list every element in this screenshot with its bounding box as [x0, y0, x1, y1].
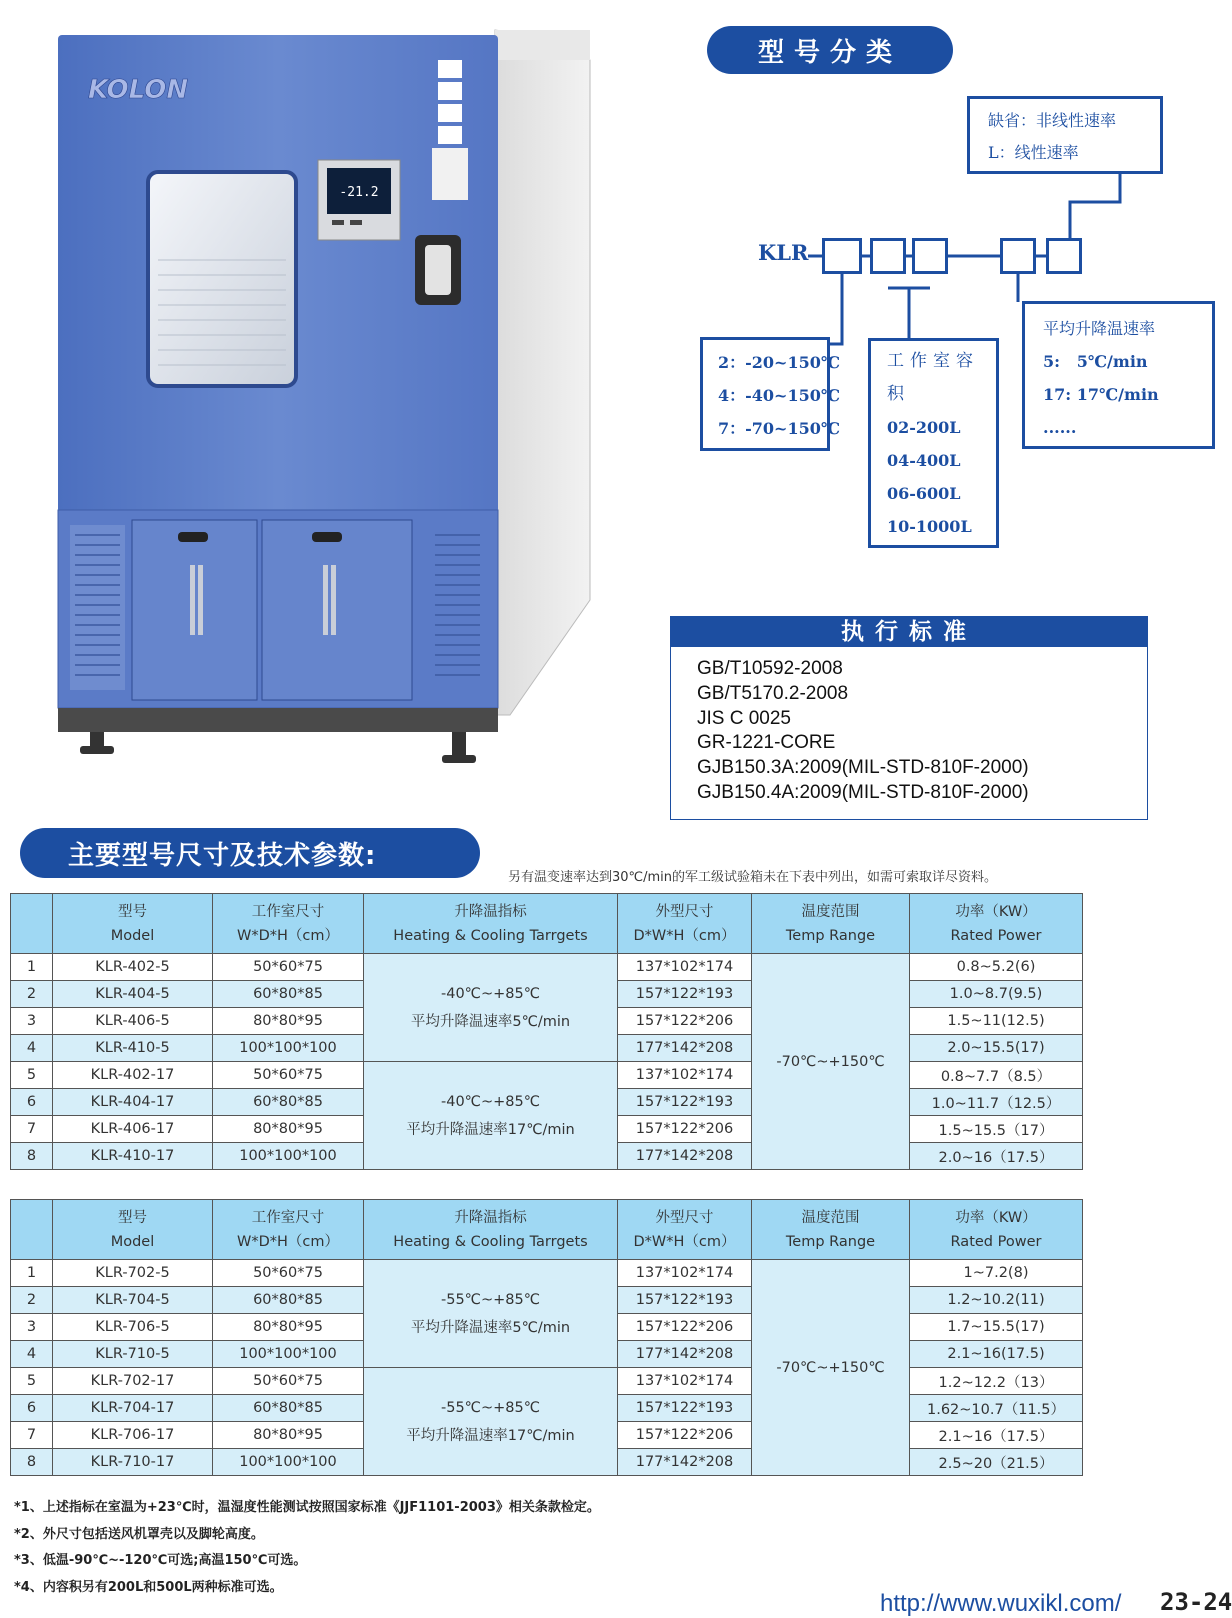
volume-option: 02-200L — [887, 418, 961, 437]
controller-display: -21.2 — [339, 185, 379, 200]
heating-cooling-group — [364, 954, 618, 1062]
spec-table-1 — [10, 893, 1083, 1170]
test-chamber-image — [40, 20, 625, 780]
header-label: Temp Range — [785, 927, 876, 944]
table-cell: 7 — [11, 1422, 53, 1449]
text-label: -55℃~+85℃ — [440, 1291, 540, 1308]
table-cell: 2.1~16（17.5） — [910, 1422, 1083, 1449]
table-cell: 100*100*100 — [213, 1449, 364, 1476]
table-cell: 137*102*174 — [618, 1368, 752, 1395]
header-label: 功率（KW） — [955, 1209, 1037, 1226]
table-cell: 157*122*193 — [618, 1089, 752, 1116]
table-cell: 6 — [11, 1395, 53, 1422]
table-cell: 60*80*85 — [213, 981, 364, 1008]
table-cell: KLR-410-5 — [53, 1035, 213, 1062]
table-cell: 80*80*95 — [213, 1314, 364, 1341]
standard-item: GB/T5170.2-2008 — [697, 682, 849, 704]
table-header-row — [11, 894, 1083, 954]
code-slot-5 — [1046, 238, 1082, 274]
header-label: 工作室尺寸 — [251, 903, 325, 920]
header-label: 温度范围 — [801, 903, 860, 920]
table-cell: 1.5~11(12.5) — [910, 1008, 1083, 1035]
table-cell: 1.7~15.5(17) — [910, 1314, 1083, 1341]
table-cell: 1.2~10.2(11) — [910, 1287, 1083, 1314]
table-cell: 50*60*75 — [213, 954, 364, 981]
header-no — [11, 894, 53, 954]
header-label: W*D*H（cm） — [236, 1233, 339, 1250]
table-cell: KLR-406-17 — [53, 1116, 213, 1143]
table-cell: 137*102*174 — [618, 1260, 752, 1287]
header-temp-range — [752, 1200, 910, 1260]
header-label: Rated Power — [950, 1233, 1042, 1250]
table-cell: 1 — [11, 954, 53, 981]
table-cell: 50*60*75 — [213, 1368, 364, 1395]
rate-title: 平均升降温速率 — [1043, 319, 1156, 338]
table-cell: 157*122*206 — [618, 1314, 752, 1341]
table-cell: 1.0~8.7(9.5) — [910, 981, 1083, 1008]
table-cell: KLR-406-5 — [53, 1008, 213, 1035]
rate-option-box — [967, 96, 1163, 174]
rate-option: 5: 5℃/min — [1043, 352, 1148, 371]
header-label: 功率（KW） — [955, 903, 1037, 920]
code-slot-2 — [870, 238, 906, 274]
rate-option: ...... — [1043, 418, 1077, 437]
table-cell: 1.62~10.7（11.5） — [910, 1395, 1083, 1422]
code-slot-1 — [822, 238, 862, 274]
temp-range-option: 7：-70~150℃ — [718, 419, 841, 438]
header-outer-size — [618, 894, 752, 954]
table-cell: 2.0~16（17.5） — [910, 1143, 1083, 1170]
header-power — [910, 894, 1083, 954]
volume-box — [868, 338, 999, 548]
table-cell: 4 — [11, 1341, 53, 1368]
table-cell: 137*102*174 — [618, 1062, 752, 1089]
volume-title: 工作室容积 — [887, 351, 979, 404]
table-cell: 5 — [11, 1368, 53, 1395]
table-cell: 157*122*193 — [618, 1395, 752, 1422]
military-grade-note: 另有温变速率达到30℃/min的军工级试验箱未在下表中列出，如需可索取详尽资料。 — [508, 870, 998, 885]
code-slot-4 — [1000, 238, 1036, 274]
standard-item: GR-1221-CORE — [697, 732, 836, 754]
table-cell: 157*122*193 — [618, 981, 752, 1008]
table-cell: KLR-706-17 — [53, 1422, 213, 1449]
footnote: *3、低温-90℃~-120℃可选;高温150℃可选。 — [14, 1553, 307, 1568]
table-cell: 80*80*95 — [213, 1008, 364, 1035]
temp-range-cell: -70℃~+150℃ — [752, 1260, 910, 1476]
table-cell: 157*122*206 — [618, 1008, 752, 1035]
table-cell: 177*142*208 — [618, 1143, 752, 1170]
standard-item: GJB150.3A:2009(MIL-STD-810F-2000) — [697, 757, 1029, 779]
footnotes — [14, 1498, 600, 1604]
header-heating-cooling — [364, 1200, 618, 1260]
header-label: Model — [110, 1233, 155, 1250]
table-cell: 2.1~16(17.5) — [910, 1341, 1083, 1368]
spec-table-2 — [10, 1199, 1083, 1476]
model-prefix: KLR — [758, 240, 809, 265]
text-label: 平均升降温速率5℃/min — [410, 1013, 571, 1030]
header-label: D*W*H（cm） — [633, 1233, 736, 1250]
model-code-diagram — [690, 80, 1225, 580]
table-cell: 2 — [11, 1287, 53, 1314]
table-cell: 157*122*193 — [618, 1287, 752, 1314]
table-cell: 3 — [11, 1008, 53, 1035]
table-cell: 6 — [11, 1089, 53, 1116]
temp-range-cell: -70℃~+150℃ — [752, 954, 910, 1170]
page-number: 23-24 — [1160, 1588, 1232, 1616]
table-cell: 60*80*85 — [213, 1287, 364, 1314]
header-label: 温度范围 — [801, 1209, 860, 1226]
table-row — [11, 1062, 1083, 1089]
header-label: D*W*H（cm） — [633, 927, 736, 944]
header-no — [11, 1200, 53, 1260]
table-cell: KLR-710-17 — [53, 1449, 213, 1476]
table-cell: 4 — [11, 1035, 53, 1062]
text-label: 平均升降温速率17℃/min — [406, 1427, 575, 1444]
header-label: Rated Power — [950, 927, 1042, 944]
heating-cooling-group — [364, 1062, 618, 1170]
header-label: 工作室尺寸 — [251, 1209, 325, 1226]
volume-option: 04-400L — [887, 451, 961, 470]
text-label: -40℃~+85℃ — [440, 1093, 540, 1110]
table-cell: KLR-710-5 — [53, 1341, 213, 1368]
table-cell: KLR-702-5 — [53, 1260, 213, 1287]
text-label: -55℃~+85℃ — [440, 1399, 540, 1416]
text-label: 平均升降温速率17℃/min — [406, 1121, 575, 1138]
standard-item: GB/T10592-2008 — [697, 658, 843, 679]
text-label: 平均升降温速率5℃/min — [410, 1319, 571, 1336]
table-cell: 60*80*85 — [213, 1395, 364, 1422]
table-cell: 1~7.2(8) — [910, 1260, 1083, 1287]
table-cell: KLR-704-5 — [53, 1287, 213, 1314]
text-label: -40℃~+85℃ — [440, 985, 540, 1002]
header-label: 升降温指标 — [454, 903, 527, 920]
brand-logo: KOLON — [88, 75, 189, 105]
table-cell: 2 — [11, 981, 53, 1008]
table-cell: 1 — [11, 1260, 53, 1287]
footnote: *1、上述指标在室温为+23℃时，温湿度性能测试按照国家标准《JJF1101-2003》相关条款检定。 — [14, 1500, 600, 1515]
code-slot-3 — [912, 238, 948, 274]
table-cell: 177*142*208 — [618, 1341, 752, 1368]
table-cell: KLR-704-17 — [53, 1395, 213, 1422]
header-label: Heating & Cooling Tarrgets — [393, 1233, 588, 1250]
type-section-title: 型号分类 — [707, 26, 953, 74]
rate-option-linear: L：线性速率 — [988, 143, 1079, 162]
temp-range-box — [700, 337, 841, 451]
standards-list — [671, 647, 1147, 806]
footnote: *4、内容积另有200L和500L两种标准可选。 — [14, 1579, 283, 1595]
header-label: Model — [110, 927, 155, 944]
table-cell: KLR-402-17 — [53, 1062, 213, 1089]
header-power — [910, 1200, 1083, 1260]
table-cell: KLR-702-17 — [53, 1368, 213, 1395]
table-cell: 2.0~15.5(17) — [910, 1035, 1083, 1062]
header-inner-size — [213, 894, 364, 954]
table-cell: 1.0~11.7（12.5） — [910, 1089, 1083, 1116]
table-cell: 8 — [11, 1449, 53, 1476]
table-cell: 157*122*206 — [618, 1422, 752, 1449]
header-inner-size — [213, 1200, 364, 1260]
table-cell: KLR-410-17 — [53, 1143, 213, 1170]
table-cell: 5 — [11, 1062, 53, 1089]
temp-range-option: 4：-40~150℃ — [718, 386, 841, 405]
table-cell: 60*80*85 — [213, 1089, 364, 1116]
table-row — [11, 1260, 1083, 1287]
footnote: *2、外尺寸包括送风机罩壳以及脚轮高度。 — [14, 1526, 264, 1542]
header-temp-range — [752, 894, 910, 954]
header-label: 外型尺寸 — [655, 903, 714, 920]
table-cell: 157*122*206 — [618, 1116, 752, 1143]
header-label: 外型尺寸 — [655, 1209, 714, 1226]
rate-option-default: 缺省：非线性速率 — [988, 111, 1117, 130]
table-cell: 1.5~15.5（17） — [910, 1116, 1083, 1143]
table-cell: 0.8~7.7（8.5） — [910, 1062, 1083, 1089]
table-cell: 137*102*174 — [618, 954, 752, 981]
header-label: 型号 — [118, 1209, 147, 1226]
header-label: Heating & Cooling Tarrgets — [393, 927, 588, 944]
volume-option: 06-600L — [887, 484, 961, 503]
table-cell: 2.5~20（21.5） — [910, 1449, 1083, 1476]
table-cell: KLR-404-17 — [53, 1089, 213, 1116]
table-cell: 177*142*208 — [618, 1449, 752, 1476]
header-label: Temp Range — [785, 1233, 876, 1250]
table-cell: 100*100*100 — [213, 1143, 364, 1170]
header-outer-size — [618, 1200, 752, 1260]
table-cell: KLR-402-5 — [53, 954, 213, 981]
table-cell: KLR-706-5 — [53, 1314, 213, 1341]
website-link[interactable]: http://www.wuxikl.com/ — [880, 1590, 1122, 1617]
table-cell: 177*142*208 — [618, 1035, 752, 1062]
table-cell: 0.8~5.2(6) — [910, 954, 1083, 981]
table-cell: 50*60*75 — [213, 1062, 364, 1089]
table-cell: 3 — [11, 1314, 53, 1341]
header-heating-cooling — [364, 894, 618, 954]
table-cell: 100*100*100 — [213, 1035, 364, 1062]
rate-option: 17: 17℃/min — [1043, 385, 1159, 404]
table-cell: 8 — [11, 1143, 53, 1170]
main-section-title: 主要型号尺寸及技术参数: — [20, 828, 480, 878]
table-cell: 80*80*95 — [213, 1422, 364, 1449]
header-model — [53, 1200, 213, 1260]
table-cell: 50*60*75 — [213, 1260, 364, 1287]
heating-cooling-group — [364, 1260, 618, 1368]
table-cell: 80*80*95 — [213, 1116, 364, 1143]
table-header-row — [11, 1200, 1083, 1260]
standard-item: GJB150.4A:2009(MIL-STD-810F-2000) — [697, 781, 1029, 803]
volume-option: 10-1000L — [887, 517, 972, 536]
temp-range-option: 2：-20~150℃ — [718, 353, 841, 372]
header-label: 型号 — [118, 903, 147, 920]
rate-box — [1022, 301, 1215, 449]
table-row — [11, 1368, 1083, 1395]
standards-box — [670, 616, 1148, 820]
table-cell: 100*100*100 — [213, 1341, 364, 1368]
table-cell: KLR-404-5 — [53, 981, 213, 1008]
header-model — [53, 894, 213, 954]
table-cell: 1.2~12.2（13） — [910, 1368, 1083, 1395]
header-label: 升降温指标 — [454, 1209, 527, 1226]
heating-cooling-group — [364, 1368, 618, 1476]
standards-title: 执行标准 — [671, 617, 1147, 647]
standard-item: JIS C 0025 — [697, 707, 791, 729]
table-row — [11, 954, 1083, 981]
table-cell: 7 — [11, 1116, 53, 1143]
header-label: W*D*H（cm） — [236, 927, 339, 944]
